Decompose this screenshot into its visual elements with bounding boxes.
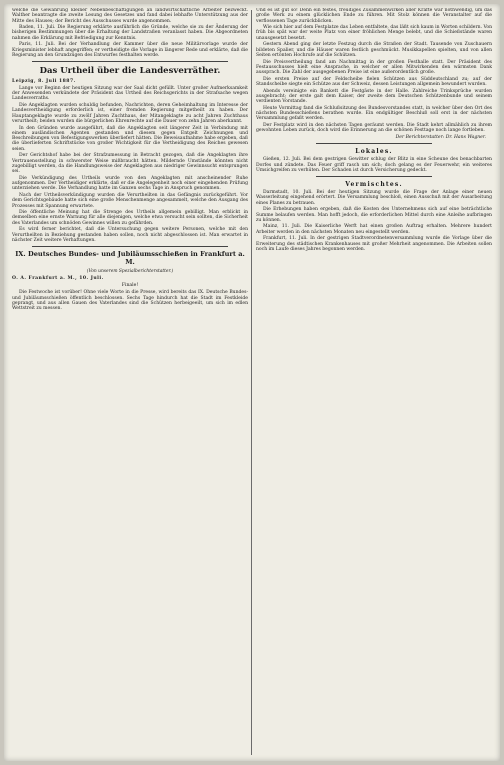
article-paragraph: Die Preisvertheilung fand am Nachmittag in der großen Festhalle statt. Der Präsident des Festausschusses hielt eine Ansprache, in welcher er allen Mitwirkenden den wärmsten Dank aussprach. Die Zahl der ausgegebenen Preise ist eine außerordentlich große.	[256, 59, 492, 76]
article-paragraph: Die Angeklagten wurden schuldig befunden, Nachrichten, deren Geheimhaltung im Interesse der Landesvertheidigung erforderlich ist, einer fremden Regierung mitgetheilt zu haben. Der Hauptangeklagte wurde zu zwölf Jahren Zuchthaus, der Mitangeklagte zu acht Jahren Zuchthaus verurtheilt; beiden wurden die bürgerlichen Ehrenrechte auf die Dauer von zehn Jahren aberkannt.	[12, 103, 248, 124]
article-heading-2: IX. Deutsches Bundes- und Jubiläumsschießen in Frankfurt a. M.	[15, 250, 245, 266]
misc-paragraph: Frankfurt, 11. Juli. In der gestrigen Stadtverordnetenversammlung wurde die Vorlage über die Erweiterung des städtischen Krankenhauses mit großer Mehrheit angenommen. Die Arbeiten sollen noch im Laufe dieses Jahres begonnen werden.	[256, 236, 492, 252]
intro-paragraph: welche die Gewährung kleiner Nebenbeschäftigungen an landwirtschaftliche Arbeiter bezweckt. Walther beantragte die zweite Lesung des Gesetzes und fand dabei lebhafte Unterstützung aus der Mitte des Hauses; der Bericht des Ausschusses wurde angenommen.	[12, 8, 248, 24]
dateline-text: Leipzig, 8. Juli 1887.	[12, 79, 76, 85]
section-heading-local: Lokales.	[355, 148, 393, 156]
article-paragraph: Die Festwoche ist vorüber! Ohne viele Worte in die Presse, wird bereits das IX. Deutsche Bundes- und Jubiläumsschießen öffentlich beschlossen. Sechs Tage hindurch hat die Stadt im Festkleide geprangt, und aus allen Gauen des Vaterlandes sind die Schützen herbeigeeilt, um sich im edlen Wettstreit zu messen.	[12, 290, 248, 312]
section-rule	[316, 143, 432, 144]
article-paragraph: Die Verkündigung des Urtheils wurde von den Angeklagten mit anscheinender Ruhe aufgenommen. Der Vertheidiger erklärte, daß er die Angelegenheit noch einer eingehenden Prüfung unterziehen werde. Die Verhandlung hatte im Ganzen sechs Tage in Anspruch genommen.	[12, 175, 248, 192]
intro-paragraph: Baden, 11. Juli. Die Regierung erklärte ausführlich die Gründe, welche sie zu der Änderung der bisherigen Bestimmungen über die Erhaltung der Landstraßen veranlasst haben. Die Abgeordneten nahmen die Erklärung mit Befriedigung zur Kenntnis.	[12, 25, 248, 41]
misc-paragraph: Mainz, 11. Juli. Die Kaiserliche Werft hat einen großen Auftrag erhalten. Mehrere hundert Arbeiter werden in den nächsten Monaten neu eingestellt werden.	[256, 224, 492, 235]
article-signature: Der Berichterstatter: Dr. Hans Wagner.	[395, 134, 486, 140]
section-rule	[316, 176, 432, 177]
finale-label: Finale!	[121, 283, 139, 289]
article-subheading: (Von unserem Spezialberichterstatter.)	[86, 269, 174, 275]
article-paragraph: Es wird ferner berichtet, daß die Untersuchung gegen weitere Personen, welche mit den Verurtheilten in Beziehung gestanden haben sollen, noch nicht abgeschlossen ist. Man erwartet in nächster Zeit weitere Verhaftungen.	[12, 227, 248, 243]
article-paragraph: Gestern Abend ging der letzte Festzug durch die Straßen der Stadt. Tausende von Zuschauern bildeten Spalier, und die Häuser waren festlich geschmückt. Musikkapellen spielten, und von allen Seiten ertönten Hochrufe auf die Schützen.	[256, 42, 492, 58]
column-divider	[251, 10, 252, 755]
left-column	[12, 8, 248, 757]
misc-paragraph: Die Erhebungen haben ergeben, daß die Kosten des Unternehmens sich auf eine beträchtliche Summe belaufen werden. Man hofft jedoch, die erforderlichen Mittel durch eine Anleihe aufbringen zu können.	[256, 207, 492, 223]
article-paragraph: Der Festplatz wird in den nächsten Tagen geräumt werden. Die Stadt kehrt allmählich zu ihrem gewohnten Leben zurück, doch wird die Erinnerung an die schönen Festtage noch lange fortleben.	[256, 123, 492, 134]
misc-paragraph: Darmstadt, 10. Juli. Bei der heutigen Sitzung wurde die Frage der Anlage einer neuen Wasserleitung eingehend erörtert. Die Versammlung beschloß, einen Ausschuß mit der Ausarbeitung eines Planes zu betrauen.	[256, 190, 492, 206]
newspaper-page	[4, 4, 500, 761]
intro-paragraph: Paris, 11. Juli. Bei der Verhandlung der Kammer über die neue Militärvorlage wurde der Kriegsminister lebhaft angegriffen; er vertheidigte die Vorlage in längerer Rede und erklärte, daß die Regierung an den Grundzügen des Entwurfes festhalten werde.	[12, 42, 248, 58]
article-paragraph: Der Gerichtshof habe bei der Strafzumessung in Betracht gezogen, daß die Angeklagten ihre Vertrauensstellung in schwerster Weise mißbraucht hätten. Mildernde Umstände könnten nicht zugebilligt werden, da die Handlungsweise der Angeklagten aus niedriger Gewinnsucht entsprungen sei.	[12, 153, 248, 175]
section-rule	[32, 246, 228, 247]
dateline-text-2: O. A. Frankfurt a. M., 10. Juli.	[12, 276, 104, 282]
right-column	[256, 8, 492, 757]
article-paragraph: Die öffentliche Meinung hat die Strenge des Urtheils allgemein gebilligt. Man erblickt in demselben eine ernste Warnung für alle diejenigen, welche etwa versucht sein sollten, die Sicherheit des Vaterlandes um schnöden Gewinnes willen zu gefährden.	[12, 210, 248, 226]
article-paragraph: Und es ist gut so! Denn ein festes, freudiges Zusammenwirken aller Kräfte war nothwendig, um das große Werk zu einem glücklichen Ende zu führen. Mit Stolz können die Veranstalter auf die verflossenen Tage zurückblicken.	[256, 8, 492, 24]
article-dateline	[12, 79, 248, 84]
local-paragraph: Gießen, 12. Juli. Bei dem gestrigen Gewitter schlug der Blitz in eine Scheune des benachbarten Dorfes und zündete. Das Feuer griff rasch um sich; doch gelang es der Feuerwehr, ein weiteres Umsichgreifen zu verhüten. Der Schaden ist durch Versicherung gedeckt.	[256, 157, 492, 173]
article-paragraph: Heute Vormittag fand die Schlußsitzung des Bundesvorstandes statt, in welcher über den Ort des nächsten Bundesschießens berathen wurde. Ein endgültiger Beschluß soll erst in der nächsten Versammlung gefaßt werden.	[256, 105, 492, 122]
article-paragraph: Lange vor Beginn der heutigen Sitzung war der Saal dicht gefüllt. Unter großer Aufmerksamkeit der Anwesenden verkündete der Präsident das Urtheil des Reichsgerichts in der Strafsache wegen Landesverraths.	[12, 85, 248, 102]
article-paragraph: Abends vereinigte ein Bankett die Festgäste in der Halle. Zahlreiche Trinksprüche wurden ausgebracht; der erste galt dem Kaiser, der zweite dem Deutschen Schützenbunde und seinem verdienten Vorstande.	[256, 88, 492, 105]
article-heading: Das Urtheil über die Landesverräther.	[39, 66, 221, 77]
article-paragraph: In den Gründen wurde ausgeführt, daß die Angeklagten seit längerer Zeit in Verbindung mit einem ausländischen Agenten gestanden und diesem gegen Entgelt Zeichnungen und Beschreibungen von Befestigungswerken überliefert hätten. Die Beweisaufnahme habe ergeben, daß die überlieferten Schriftstücke von großer Wichtigkeit für die Vertheidigung des Reiches gewesen seien.	[12, 125, 248, 152]
section-rule	[32, 61, 228, 62]
section-heading-misc: Vermischtes.	[345, 181, 403, 189]
article-paragraph: Nach der Urtheilsverkündigung wurden die Verurtheilten in das Gefängnis zurückgeführt. Vor dem Gerichtsgebäude hatte sich eine große Menschenmenge angesammelt, welche den Ausgang des Prozesses mit Spannung erwartete.	[12, 192, 248, 209]
article-paragraph: Die ersten Preise auf der Feldscheibe fielen Schützen aus Süddeutschland zu; auf der Standscheibe siegte ein Schütze aus der Schweiz, dessen Leistungen allgemein bewundert wurden.	[256, 76, 492, 88]
article-paragraph: Wie sich hier auf dem Festplatze das Leben entfaltete, das läßt sich kaum in Worten schildern. Von früh bis spät war der weite Platz von einer fröhlichen Menge belebt, und die Schießstände waren unausgesetzt besetzt.	[256, 25, 492, 41]
article-dateline-2	[12, 276, 248, 281]
